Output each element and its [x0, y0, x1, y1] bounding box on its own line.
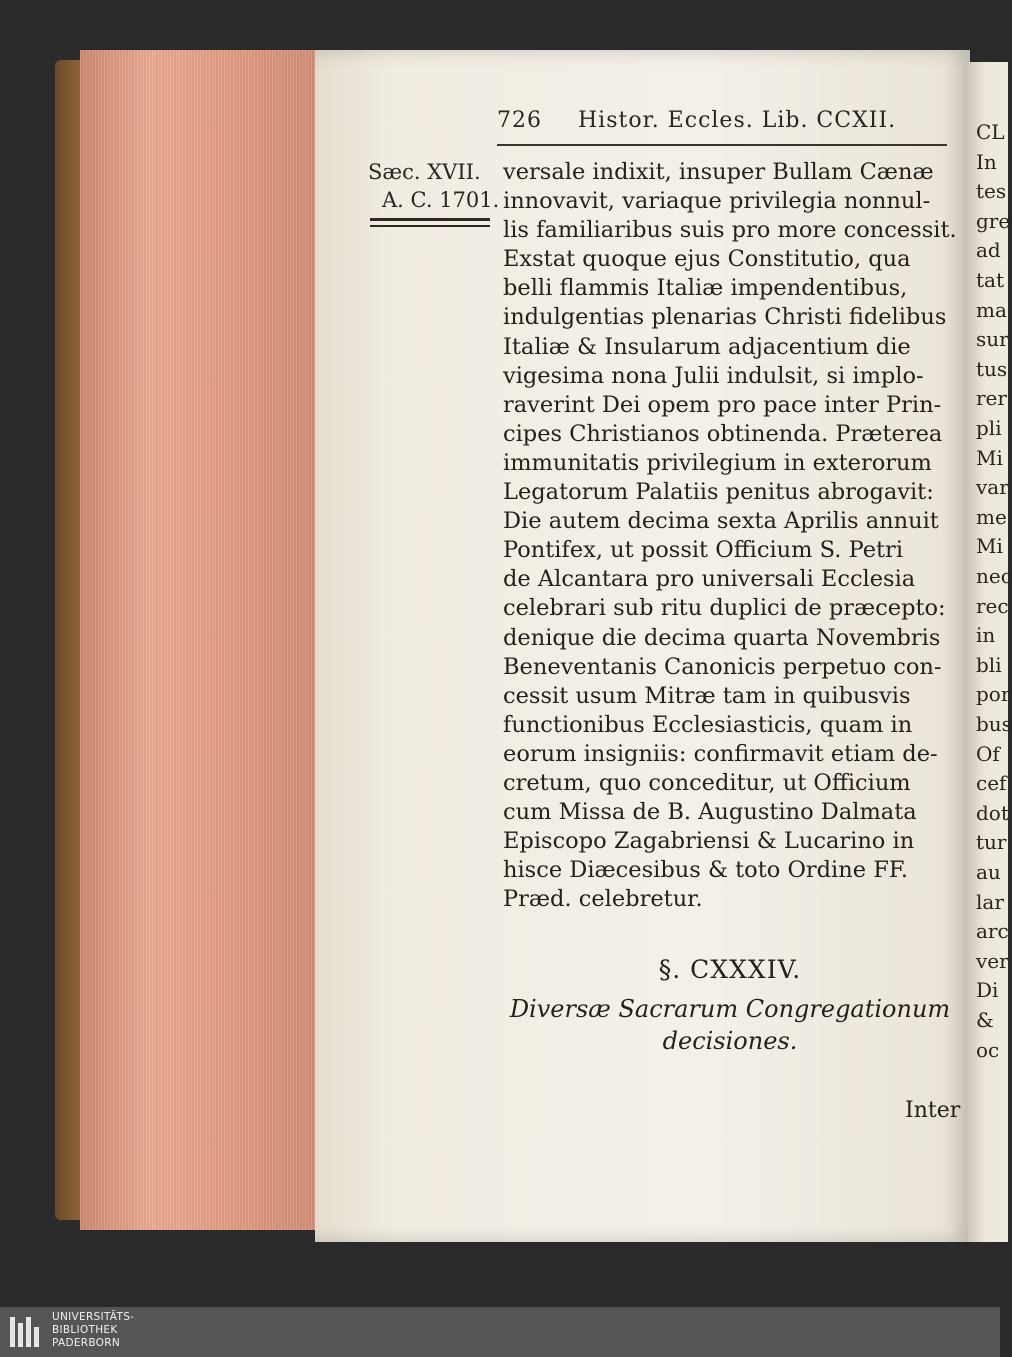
facing-text-fragment: bli [976, 652, 1002, 677]
text-line: celebrari sub ritu duplici de præcepto: [503, 595, 946, 622]
header-rule [497, 144, 947, 146]
text-line: Legatorum Palatiis penitus abrogavit: [503, 479, 934, 506]
text-line: Episcopo Zagabriensi & Lucarino in [503, 828, 915, 855]
text-line: immunitatis privilegium in exterorum [503, 449, 932, 476]
text-line: Pontifex, ut possit Officium S. Petri [503, 537, 904, 564]
text-line: de Alcantara pro universali Ecclesia [503, 566, 916, 593]
facing-text-fragment: rec [976, 593, 1009, 618]
text-line: cessit usum Mitræ tam in quibusvis [503, 682, 911, 709]
facing-text-fragment: Mi [976, 445, 1003, 470]
text-line: Die autem decima sexta Aprilis annuit [503, 508, 939, 535]
section-subtitle-line2: decisiones. [662, 1027, 798, 1055]
library-name-line2: BIBLIOTHEK [52, 1324, 118, 1336]
facing-text-fragment: pli [976, 416, 1002, 440]
body-text [503, 158, 957, 914]
running-title: Histor. Eccles. Lib. CCXII. [578, 108, 897, 133]
facing-text-fragment: & [976, 1008, 994, 1032]
margin-year: A. C. 1701. [382, 188, 500, 212]
section-title: §. CXXXIV. [658, 955, 802, 984]
facing-text-fragment: ad [976, 238, 1001, 263]
facing-text-fragment: ma [976, 297, 1007, 322]
facing-page-fragment [968, 62, 1012, 1242]
text-line: versale indixit, insuper Bullam Cænæ [503, 159, 934, 185]
facing-text-fragment: ver [976, 948, 1009, 973]
page-edges [80, 50, 315, 1230]
facing-text-fragment: me [976, 504, 1007, 529]
margin-rule-2 [370, 225, 490, 227]
text-line: cum Missa de B. Augustino Dalmata [503, 799, 917, 826]
facing-text-fragment: au [976, 860, 1001, 884]
section-subtitle-line1: Diversæ Sacrarum Congregationum [509, 995, 951, 1023]
text-line: cipes Christianos obtinenda. Præterea [503, 420, 943, 447]
facing-text-fragment: dot [976, 800, 1009, 825]
facing-text-fragment: tat [976, 268, 1004, 292]
text-line: Præd. celebretur. [503, 886, 703, 913]
text-line: hisce Diæcesibus & toto Ordine FF. [503, 857, 909, 884]
library-name-line3: PADERBORN [52, 1337, 120, 1349]
library-footer [0, 1307, 1000, 1357]
text-line: eorum insigniis: confirmavit etiam de- [503, 740, 938, 767]
page-number: 726 [497, 108, 542, 133]
library-name [52, 1311, 134, 1350]
facing-text-fragment: Di [976, 978, 999, 1003]
facing-text-fragment: var [976, 475, 1009, 500]
library-name-line1: UNIVERSITÄTS- [52, 1311, 135, 1323]
facing-text-fragment: cef [976, 771, 1007, 796]
text-line: belli flammis Italiæ impendentibus, [503, 275, 908, 302]
facing-text-fragment: nec [976, 564, 1012, 588]
facing-text-fragment: sur [976, 327, 1009, 352]
text-line: Exstat quoque ejus Constitutio, qua [503, 246, 911, 273]
facing-text-fragment: bus [976, 712, 1012, 736]
text-line: vigesima nona Julii indulsit, si implo- [503, 362, 924, 389]
text-line: Italiæ & Insularum adjacentium die [503, 333, 911, 360]
facing-text-fragment: gre [976, 208, 1011, 233]
text-line: indulgentias plenarias Christi fidelibus [503, 304, 947, 331]
text-line: innovavit, variaque privilegia nonnul- [503, 188, 931, 215]
text-line: raverint Dei opem pro pace inter Prin- [503, 391, 942, 418]
margin-rule-1 [370, 218, 490, 221]
facing-text-fragment: in [976, 623, 996, 648]
facing-text-fragment: CL [976, 120, 1005, 144]
library-logo-icon [8, 1313, 46, 1351]
facing-text-fragment: oc [976, 1037, 1000, 1062]
facing-text-fragment: lar [976, 889, 1004, 914]
facing-text-fragment: arc [976, 919, 1009, 944]
facing-text-fragment: tur [976, 830, 1007, 855]
running-head [497, 108, 937, 133]
text-line: denique die decima quarta Novembris [503, 624, 941, 651]
facing-text-fragment: por [976, 682, 1011, 707]
text-line: Beneventanis Canonicis perpetuo con- [503, 653, 942, 680]
facing-text-fragment: In [976, 149, 997, 174]
text-line: cretum, quo conceditur, ut Officium [503, 769, 911, 796]
catchword: Inter [905, 1098, 961, 1123]
facing-text-fragment: tus [976, 356, 1008, 381]
facing-text-fragment: Of [976, 741, 1000, 766]
facing-text-fragment: tes [976, 179, 1007, 204]
text-line: functionibus Ecclesiasticis, quam in [503, 711, 913, 738]
facing-text-fragment: rer [976, 386, 1007, 411]
margin-saeculum: Sæc. XVII. [368, 160, 481, 184]
text-line: lis familiaribus suis pro more concessit. [503, 217, 957, 244]
facing-text-fragment: Mi [976, 534, 1003, 559]
